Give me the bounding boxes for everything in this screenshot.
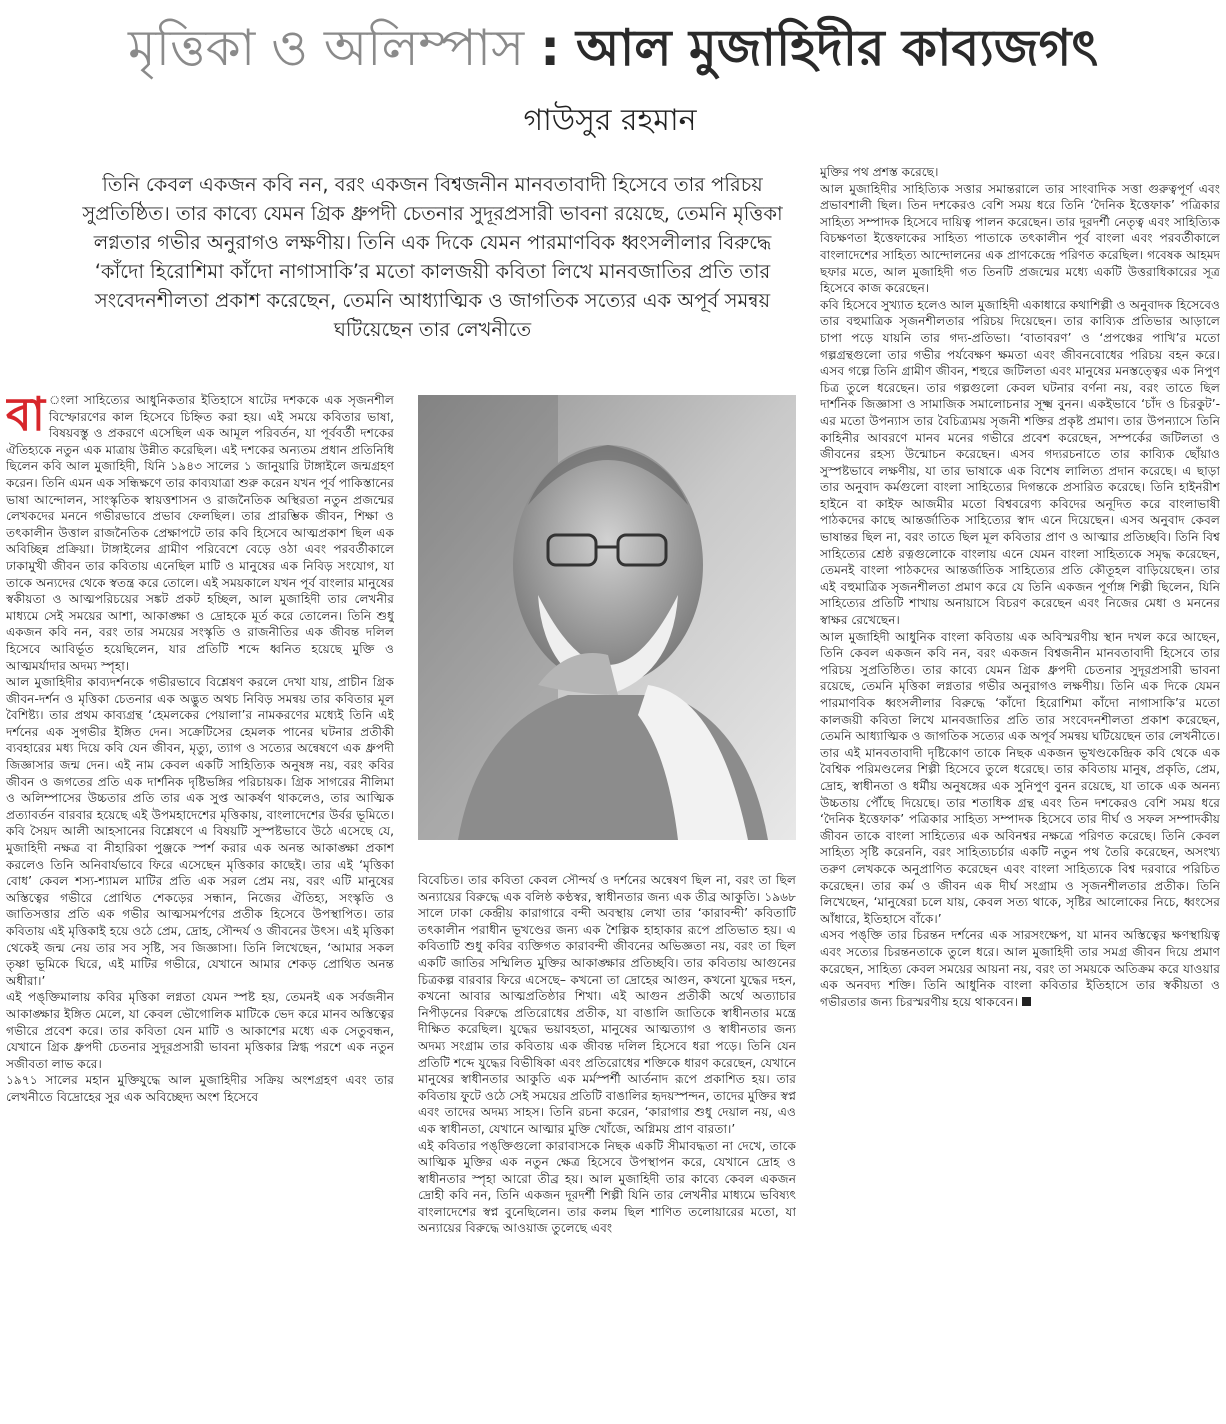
column-3-paragraph-4: আল মুজাহিদী আধুনিক বাংলা কবিতায় এক অবিস্মরণীয় স্থান দখল করে আছেন, তিনি কেবল একজন কবি নন, বরং একজন বিশ্বজনীন মানবতাবাদী হিসেবে তার পরিচয় সুপ্রতিষ্ঠিত। তার কাব্যে যেমন গ্রিক ধ্রুপদী চেতনার সুদূরপ্রসারী ভাবনা রয়েছে, তেমনি মৃত্তিকা লগ্নতার গভীর অনুরাগও লক্ষণীয়। তিনি এক দিকে যেমন পারমাণবিক ধ্বংসলীলার বিরুদ্ধে ‘কাঁদো হিরোশিমা কাঁদো নাগাসাকি’র মতো কালজয়ী কবিতা লিখে মানবজাতির প্রতি তার সংবেদনশীলতা প্রকাশ করেছেন, তেমনি আধ্যাত্মিক ও জাগতিক সত্যের এক অপূর্ব সমন্বয় ঘটিয়েছেন তার লেখনীতে। তার এই মানবতাবাদী দৃষ্টিকোণ তাকে নিছক একজন ভূখণ্ডকেন্দ্রিক কবি থেকে এক বৈশ্বিক পরিমণ্ডলের শিল্পী হিসেবে তুলে ধরেছে। তার কবিতায় মানুষ, প্রকৃতি, প্রেম, দ্রোহ, স্বাধীনতা ও ধর্মীয় অনুষঙ্গের এক সুনিপুণ বুনন রয়েছে, যা তাকে এক অনন্য উচ্চতায় পৌঁছে দিয়েছে। তার শতাধিক গ্রন্থ এবং তিন দশকেরও বেশি সময় ধরে ‘দৈনিক ইত্তেফাক’ পত্রিকার সাহিত্য সম্পাদক হিসেবে তার দীর্ঘ ও সফল সম্পাদকীয় জীবন তাকে বাংলা সাহিত্যের এক অবিনশ্বর নক্ষত্রে পরিণত করেছে। তিনি কেবল সাহিত্য সৃষ্টি করেননি, বরং সাহিত্যচর্চার একটি নতুন পথ তৈরি করেছেন, অসংখ্য তরুণ লেখককে অনুপ্রাণিত করেছেন এবং বাংলা সাহিত্যকে বিশ্ব দরবারে পরিচিত করেছেন। তার কর্ম ও জীবন এক দীর্ঘ সংগ্রাম ও সৃজনশীলতার প্রতীক। তিনি লিখেছেন, ‘মানুষেরা চলে যায়, কেবল সত্য থাকে, সৃষ্টির আলোকের নিচে, ধ্বংসের আঁধারে, ইতিহাসে বাঁকে।’ — [820, 629, 1220, 926]
column-2-paragraph-1: বিবেচিত। তার কবিতা কেবল সৌন্দর্য ও দর্শনের অন্বেষণ ছিল না, বরং তা ছিল অন্যায়ের বিরুদ্ধে এক বলিষ্ঠ কণ্ঠস্বর, স্বাধীনতার জন্য এক তীব্র আকুতি। ১৯৬৮ সালে ঢাকা কেন্দ্রীয় কারাগারে বন্দী অবস্থায় লেখা তার ‘কারাবন্দী’ কবিতাটি তৎকালীন পরাধীন ভূখণ্ডের জন্য এক শৈল্পিক হাহাকার রূপে প্রতিভাত হয়। এ কবিতাটি শুধু কবির ব্যক্তিগত কারাবন্দী জীবনের অভিজ্ঞতা নয়, বরং তা ছিল একটি জাতির সম্মিলিত মুক্তির আকাঙ্ক্ষার প্রতিচ্ছবি। তার কবিতায় আগুনের চিত্রকল্প বারবার ফিরে এসেছে– কখনো তা দ্রোহের আগুন, কখনো যুদ্ধের দহন, কখনো আবার আত্মপ্রতিষ্ঠার শিখা। এই আগুন প্রতীকী অর্থে অত্যাচার নিপীড়নের বিরুদ্ধে প্রতিরোধের প্রতীক, যা বাঙালি জাতিকে স্বাধীনতার মন্ত্রে দীক্ষিত করেছিল। যুদ্ধের ভয়াবহতা, মানুষের আত্মত্যাগ ও স্বাধীনতার জন্য অদম্য সংগ্রাম তার কবিতায় এক জীবন্ত দলিল হিসেবে ধরা পড়ে। তিনি যেন প্রতিটি শব্দে যুদ্ধের বিভীষিকা এবং প্রতিরোধের শক্তিকে ধারণ করেছেন, যেখানে মানুষের স্বাধীনতার আকুতি এক মর্মস্পর্শী আর্তনাদ রূপে প্রকাশিত হয়। তার কবিতায় ফুটে ওঠে সেই সময়ের প্রতিটি বাঙালির হৃদয়স্পন্দন, তাদের মুক্তির স্বপ্ন এবং তাদের অদম্য সাহস। তিনি রচনা করেন, ‘কারাগার শুধু দেয়াল নয়, এও এক স্বাধীনতা, যেখানে আত্মার মুক্তি খোঁজে, অগ্নিময় প্রাণ বারতা।’ — [418, 873, 796, 1136]
column-1-paragraph-4: ১৯৭১ সালের মহান মুক্তিযুদ্ধে আল মুজাহিদীর সক্রিয় অংশগ্রহণ এবং তার লেখনীতে বিদ্রোহের সুর এক অবিচ্ছেদ্য অংশ হিসেবে — [6, 1073, 394, 1104]
column-1-paragraph-1 — [6, 392, 394, 674]
article-column-3 — [820, 164, 1220, 1422]
column-3-paragraph-1: মুক্তির পথ প্রশস্ত করেছে। — [820, 165, 939, 179]
column-2-paragraph-2: এই কবিতার পঙ্‌ক্তিগুলো কারাবাসকে নিছক একটি সীমাবদ্ধতা না দেখে, তাকে আত্মিক মুক্তির এক নতুন ক্ষেত্র হিসেবে উপস্থাপন করে, যেখানে দ্রোহ ও স্বাধীনতার স্পৃহা আরো তীব্র হয়। আল মুজাহিদী তার কাব্যে কেবল একজন দ্রোহী কবি নন, তিনি একজন দূরদর্শী শিল্পী যিনি তার লেখনীর মাধ্যমে ভবিষ্যৎ বাংলাদেশের স্বপ্ন বুনেছিলেন। তার কলম ছিল শাণিত তলোয়ারের মতো, যা অন্যায়ের বিরুদ্ধে আওয়াজ তুলেছে এবং — [418, 1138, 796, 1236]
column-3-paragraph-5 — [820, 927, 1220, 1010]
column-1-paragraph-2: আল মুজাহিদীর কাব্যদর্শনকে গভীরভাবে বিশ্লেষণ করলে দেখা যায়, প্রাচীন গ্রিক জীবন-দর্শন ও মৃত্তিকা চেতনার এক অদ্ভুত অথচ নিবিড় সমন্বয় তার কবিতার মূল বৈশিষ্ট্য। তার প্রথম কাব্যগ্রন্থ ‘হেমলকের পেয়ালা’র নামকরণের মধ্যেই তিনি এই দর্শনের এক সুগভীর ইঙ্গিত দেন। সক্রেটিসের হেমলক পানের ঘটনার প্রতীকী ব্যবহারের মধ্য দিয়ে কবি যেন জীবন, মৃত্যু, ত্যাগ ও সত্যের অন্বেষণে এক ধ্রুপদী জিজ্ঞাসার জন্ম দেন। এই নাম কেবল একটি সাহিত্যিক অনুষঙ্গ নয়, বরং কবির জীবন ও জগতের প্রতি এক দার্শনিক দৃষ্টিভঙ্গির পরিচায়ক। গ্রিক সাগরের নীলিমা ও অলিম্পাসের উচ্চতার প্রতি তার এক সুপ্ত আকর্ষণ থাকলেও, তার আত্মিক প্রত্যাবর্তন বারবার হয়েছে এই উপমহাদেশের মৃত্তিকায়, বাংলাদেশের উর্বর ভূমিতে। কবি সৈয়দ আলী আহসানের বিশ্লেষণে এ বিষয়টি সুস্পষ্টভাবে উঠে এসেছে যে, মুজাহিদী নক্ষত্র বা নীহারিকা পুঞ্জকে স্পর্শ করার এক অনন্ত আকাঙ্ক্ষা প্রকাশ করলেও তিনি অনিবার্যভাবে ফিরে এসেছেন মৃত্তিকার কাছেই। তার এই ‘মৃত্তিকা বোধ’ কেবল শস্য-শ্যামল মাটির প্রতি এক সরল প্রেম নয়, বরং এটি মানুষের অস্তিত্বের গভীরে প্রোথিত শেকড়ের সন্ধান, নিজের ঐতিহ্য, সংস্কৃতি ও জাতিসত্তার প্রতি এক গভীর আত্মসমর্পণের প্রতীক হিসেবে উপস্থাপিত। তার কবিতায় এই মৃত্তিকাই হয়ে ওঠে প্রেম, দ্রোহ, সৌন্দর্য ও জীবনের উৎস। এই মৃত্তিকা থেকেই জন্ম নেয় তার সব সৃষ্টি, সব জিজ্ঞাসা। তিনি লিখেছেন, ‘আমার সকল তৃষ্ণা ভূমিকে ঘিরে, এই মাটির গভীরে, যেখানে আমার শেকড় প্রোথিত অনন্ত অধীরা।’ — [6, 675, 394, 988]
end-mark-icon — [1022, 997, 1031, 1006]
author-byline: গাউসুর রহমান — [523, 103, 697, 138]
author-portrait-photo — [418, 395, 796, 840]
headline-part1: মৃত্তিকা ও অলিম্পাস — [127, 19, 525, 77]
column-1-paragraph-1-text: ংলা সাহিত্যের আধুনিকতার ইতিহাসে ষাটের দশককে এক সৃজনশীল বিস্ফোরণের কাল হিসেবে চিহ্নিত করা হয়। এই সময়ে কবিতার ভাষা, বিষয়বস্তু ও প্রকরণে এসেছিল এক আমূল পরিবর্তন, যা পূর্ববর্তী দশকের ঐতিহ্যকে নতুন এক মাত্রায় উন্নীত করেছিল। এই দশকের অন্যতম প্রধান প্রতিনিধি ছিলেন কবি আল মুজাহিদী, যিনি ১৯৪৩ সালের ১ জানুয়ারি টাঙ্গাইলে জন্মগ্রহণ করেন। তিনি এমন এক সন্ধিক্ষণে তার কাব্যযাত্রা শুরু করেন যখন পূর্ব পাকিস্তানের ভাষা আন্দোলন, সাংস্কৃতিক স্বায়ত্তশাসন ও রাজনৈতিক অস্থিরতা নতুন প্রজন্মের লেখকদের মননে গভীরভাবে প্রভাব ফেলছিল। তার প্রারম্ভিক জীবন, শিক্ষা ও তৎকালীন উত্তাল রাজনৈতিক প্রেক্ষাপটে তার কবি হিসেবে আত্মপ্রকাশ ছিল এক অবিচ্ছিন্ন প্রক্রিয়া। টাঙ্গাইলের গ্রামীণ পরিবেশে বেড়ে ওঠা এবং পরবর্তীকালে ঢাকামুখী জীবন তার কবিতায় এনেছিল মাটি ও মানুষের এক নিবিড় সংযোগ, যা তাকে অন্যদের থেকে স্বতন্ত্র করে তোলে। এই সময়কালে যখন পূর্ব বাংলার মানুষের স্বকীয়তা ও আত্মপরিচয়ের সঙ্কট প্রকট হচ্ছিল, আল মুজাহিদী তার লেখনীর মাধ্যমে সেই সময়ের আশা, আকাঙ্ক্ষা ও দ্রোহকে মূর্ত করে তোলেন। তিনি শুধু একজন কবি নন, বরং তার সময়ের সংস্কৃতি ও রাজনীতির এক জীবন্ত দলিল হিসেবে আবির্ভূত হয়েছিলেন, যার প্রতিটি শব্দে ধ্বনিত হয়েছে মুক্তি ও আত্মমর্যাদার অদম্য স্পৃহা। — [6, 393, 394, 673]
drop-cap: বা — [6, 392, 45, 441]
headline — [0, 8, 1226, 88]
column-1-paragraph-3: এই পঙ্‌ক্তিমালায় কবির মৃত্তিকা লগ্নতা যেমন স্পষ্ট হয়, তেমনই এক সর্বজনীন আকাঙ্ক্ষার ইঙ্গিত মেলে, যা কেবল ভৌগোলিক মাটিকে ভেদ করে মানব অস্তিত্বের গভীরে প্রবেশ করে। তার কবিতা যেন মাটি ও আকাশের মধ্যে এক সেতুবন্ধন, যেখানে গ্রিক ধ্রুপদী চেতনার সুদূরপ্রসারী ভাবনা মৃত্তিকার স্নিগ্ধ পরশে এক নতুন সজীবতা লাভ করে। — [6, 990, 394, 1071]
intro-blurb: তিনি কেবল একজন কবি নন, বরং একজন বিশ্বজনীন মানবতাবাদী হিসেবে তার পরিচয় সুপ্রতিষ্ঠিত। তার কাব্যে যেমন গ্রিক ধ্রুপদী চেতনার সুদূরপ্রসারী ভাবনা রয়েছে, তেমনি মৃত্তিকা লগ্নতার গভীর অনুরাগও লক্ষণীয়। তিনি এক দিকে যেমন পারমাণবিক ধ্বংসলীলার বিরুদ্ধে ‘কাঁদো হিরোশিমা কাঁদো নাগাসাকি’র মতো কালজয়ী কবিতা লিখে মানবজাতির প্রতি তার সংবেদনশীলতা প্রকাশ করেছেন, তেমনি আধ্যাত্মিক ও জাগতিক সত্যের এক অপূর্ব সমন্বয় ঘটিয়েছেন তার লেখনীতে — [82, 173, 783, 341]
portrait-illustration — [418, 395, 796, 840]
headline-part2: আল মুজাহিদীর কাব্যজগৎ — [575, 19, 1099, 77]
headline-colon: : — [540, 19, 561, 77]
column-3-paragraph-3: কবি হিসেবে সুখ্যাত হলেও আল মুজাহিদী একাধারে কথাশিল্পী ও অনুবাদক হিসেবেও তার বহুমাত্রিক সৃজনশীলতার পরিচয় দিয়েছেন। তার কাব্যিক প্রতিভার আড়ালে চাপা পড়ে যায়নি তার গদ্য-প্রতিভা। ‘বাতাবরণ’ ও ‘প্রপঞ্চের পাখি’র মতো গল্পগ্রন্থগুলো তার গভীর পর্যবেক্ষণ ক্ষমতা এবং জীবনবোধের পরিচয় বহন করে। এসব গল্পে তিনি গ্রামীণ জীবন, শহুরে জটিলতা এবং মানুষের মনস্তত্ত্বের এক নিপুণ চিত্র তুলে ধরেছেন। তার গল্পগুলো কেবল ঘটনার বর্ণনা নয়, বরং তাতে ছিল দার্শনিক জিজ্ঞাসা ও সামাজিক সমালোচনার সূক্ষ্ম বুনন। একইভাবে ‘চাঁদ ও চিরকুট’-এর মতো উপন্যাস তার বৈচিত্র্যময় সৃজনী শক্তির প্রকৃষ্ট প্রমাণ। তার উপন্যাসে তিনি কাহিনীর আবরণে মানব মনের গভীরে প্রবেশ করেছেন, সম্পর্কের জটিলতা ও জীবনের রহস্য উন্মোচন করেছেন। এসব গদ্যরচনাতে তার কাব্যিক ছোঁয়াও সুস্পষ্টভাবে লক্ষণীয়, যা তার ভাষাকে এক বিশেষ লালিত্য প্রদান করেছে। এ ছাড়া তার অনুবাদ কর্মগুলো বাংলা সাহিত্যের দিগন্তকে প্রসারিত করেছে। তিনি হাইনরীশ হাইনে বা কাইফ আজমীর মতো বিশ্ববরেণ্য কবিদের অনূদিত করে বাংলাভাষী পাঠকদের কাছে আন্তর্জাতিক সাহিত্যের স্বাদ এনে দিয়েছেন। এসব অনুবাদ কেবল ভাষান্তর ছিল না, বরং তাতে ছিল মূল কবিতার প্রাণ ও আত্মার প্রতিচ্ছবি। তিনি বিশ্ব সাহিত্যের শ্রেষ্ঠ রত্নগুলোকে বাংলায় এনে যেমন বাংলা সাহিত্যকে সমৃদ্ধ করেছেন, তেমনই বাংলা পাঠকদের আন্তর্জাতিক সাহিত্যের প্রতি কৌতূহল বাড়িয়েছেন। তার এই বহুমাত্রিক সৃজনশীলতা প্রমাণ করে যে তিনি একজন পূর্ণাঙ্গ শিল্পী ছিলেন, যিনি সাহিত্যের প্রতিটি শাখায় অনায়াসে বিচরণ করেছেন এবং নিজের মেধা ও মননের স্বাক্ষর রেখেছেন। — [820, 297, 1220, 628]
article-column-2 — [418, 872, 796, 1422]
article-column-1 — [6, 392, 394, 1422]
column-3-paragraph-2: আল মুজাহিদীর সাহিত্যিক সত্তার সমান্তরালে তার সাংবাদিক সত্তা গুরুত্বপূর্ণ এবং প্রভাবশালী ছিল। তিন দশকেরও বেশি সময় ধরে তিনি ‘দৈনিক ইত্তেফাক’ পত্রিকার সাহিত্য সম্পাদক হিসেবে দায়িত্ব পালন করেছেন। তার দূরদর্শী নেতৃত্ব এবং সাহিত্যিক বিচক্ষণতা ইত্তেফাকের সাহিত্য পাতাকে তৎকালীন পূর্ব বাংলা এবং পরবর্তীকালে বাংলাদেশের সাহিত্য আন্দোলনের এক প্রাণকেন্দ্রে পরিণত করেছিল। গবেষক আহমদ ছফার মতে, আল মুজাহিদী গত তিনটি প্রজন্মের মধ্যে একটি উত্তরাধিকারের সূত্র হিসেবে কাজ করেছেন। — [820, 181, 1220, 296]
column-3-paragraph-5-text: এসব পঙ্‌ক্তি তার চিরন্তন দর্শনের এক সারসংক্ষেপ, যা মানব অস্তিত্বের ক্ষণস্থায়িত্ব এবং সত্যের চিরন্তনতাকে তুলে ধরে। আল মুজাহিদী তার সমগ্র জীবন দিয়ে প্রমাণ করেছেন, সাহিত্য কেবল সময়ের আয়না নয়, বরং তা সময়কে অতিক্রম করে যাওয়ার এক অনবদ্য শক্তি। তিনি আধুনিক বাংলা কবিতার ইতিহাসে তার স্বকীয়তা ও গভীরতার জন্য চিরস্মরণীয় হয়ে থাকবেন। — [820, 928, 1220, 1009]
